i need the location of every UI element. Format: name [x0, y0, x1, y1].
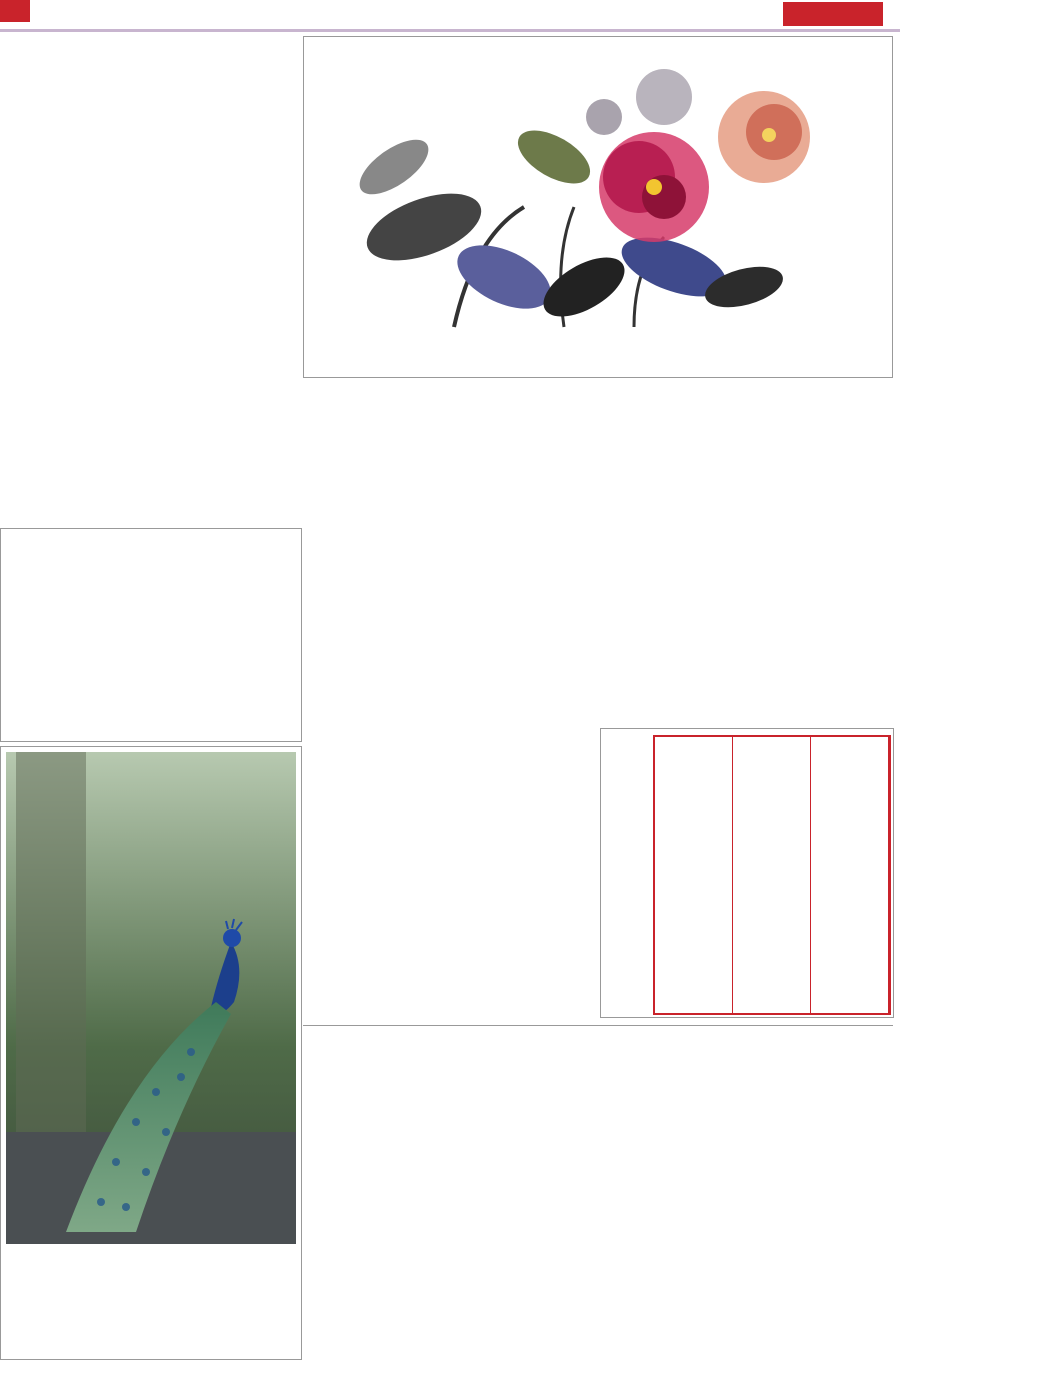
header-rule: [0, 29, 900, 32]
article-column: [749, 1032, 891, 1357]
article-column: [154, 601, 297, 736]
article-column: [305, 533, 447, 1013]
page-number: [0, 0, 30, 22]
article-column: [303, 1032, 445, 1357]
article-column: [76, 50, 146, 335]
article-chase-dream: [303, 1025, 893, 1358]
article-column: [601, 452, 741, 716]
article-column: [8, 328, 148, 528]
article-recall-words: [0, 528, 302, 742]
page-header: [0, 0, 1050, 32]
article-column: [155, 50, 298, 530]
article-column: [453, 452, 593, 716]
peacock-photo: [6, 752, 296, 1244]
article-campus-sounds: [0, 38, 300, 528]
photo-frame: [0, 746, 302, 1360]
article-column: [303, 382, 445, 522]
article-column: [453, 1200, 595, 1357]
article-column: [601, 1032, 743, 1132]
painting-frame: [303, 36, 893, 378]
article-column: [453, 1032, 595, 1132]
article-column: [749, 382, 891, 716]
calligraphy-panel: [600, 728, 894, 1018]
calligraphy-sheet: [653, 735, 891, 1015]
section-label: [783, 2, 883, 26]
article-column: [601, 1200, 743, 1357]
peony-painting: [304, 37, 890, 337]
article-column: [453, 733, 593, 1013]
article-column: [7, 601, 147, 736]
